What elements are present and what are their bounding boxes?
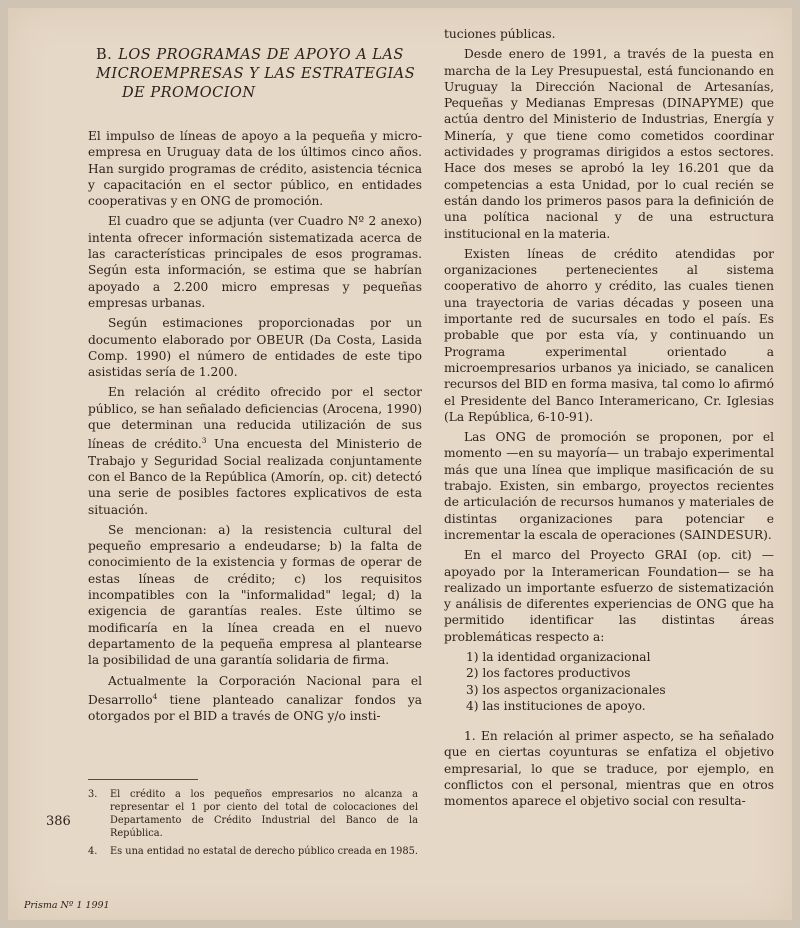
paragraph: El impulso de líneas de apoyo a la pequeña y micro-empresa en Uruguay data de los últimos cinco años. Han surgido programas de crédito, asistencia técnica y capacitación en el sector público, en entidades cooperativas y en ONG de promoción. [88,129,422,209]
paragraph-text: tiene planteado canalizar fondos ya otorgados por el BID a través de ONG y/o insti- [88,692,423,724]
paragraph: Las ONG de promoción se proponen, por el momento —en su mayoría— un trabajo experimental más que una línea que implique masificación de su trabajo. Existen, sin embargo, proyectos recientes de articulación de recursos humanos y materiales de distintas organizaciones para potenciar e incrementar la escala de operaciones (SAINDESUR). [444,430,774,542]
footnote [88,788,418,840]
paragraph [88,384,422,517]
paragraph: El cuadro que se adjunta (ver Cuadro Nº 2 anexo) intenta ofrecer información sistematizada acerca de las características principales de esos programas. Según esta información, se estima que se habrían apoyado a 2.200 micro empresas y pequeñas empresas urbanas. [88,214,422,310]
paragraph-text: Actualmente la Corporación Nacional para el Desarrollo [88,673,422,707]
list-item: 4) las instituciones de apoyo. [466,698,646,713]
footnote-text: El crédito a los pequeños empresarios no alcanza a representar el 1 por ciento del total de colocaciones del Departamento de Crédito Industrial del Banco de la República. [110,789,418,839]
paragraph [88,673,422,725]
footnotes [88,788,418,863]
page-number: 386 [46,814,71,829]
paragraph: En el marco del Proyecto GRAI (op. cit) —apoyado por la Interamerican Foundation— se ha realizado un importante esfuerzo de sistematización y análisis de diferentes experiencias de ONG que ha permitido identificar las distintas áreas problemáticas respecto a: [444,548,774,644]
list-item: 3) los aspectos organizacionales [466,682,666,697]
footnote-divider [88,779,198,780]
footnote-ref: 3 [201,436,207,446]
document-page [8,8,792,920]
footnote-number: 3. [88,789,98,800]
paragraph: Existen líneas de crédito atendidas por organizaciones pertenecientes al sistema cooperativo de ahorro y crédito, las cuales tienen una trayectoria de varias décadas y poseen una importante red de sucursales en todo el país. Es probable que por esta vía, y continuando un Programa experimental orientado a microempresarios urbanos ya iniciado, se canalicen recursos del BID en forma masiva, tal como lo afirmó el Presidente del Banco Interamericano, Cr. Iglesias (La República, 6-10-91). [444,246,774,424]
list-item: 1) la identidad organizacional [466,649,651,664]
heading-line-1: LOS PROGRAMAS DE APOYO A LAS MICROEMPRESAS Y LAS ESTRATEGIAS [96,47,416,82]
running-footer: Prisma Nº 1 1991 [24,900,110,911]
paragraph: tuciones públicas. [444,27,556,41]
footnote [88,845,418,858]
footnote-number: 4. [88,846,98,857]
right-column [444,26,774,814]
paragraph-text: Una encuesta del Ministerio de Trabajo y Seguridad Social realizada conjuntamente con el Banco de la República (Amorín, op. cit) detectó una serie de posibles factores explicativos de esta situación. [88,437,422,517]
footnote-ref: 4 [152,691,158,701]
section-heading [96,46,426,103]
problem-list [444,649,774,714]
paragraph: 1. En relación al primer aspecto, se ha señalado que en ciertas coyunturas se enfatiza el objetivo empresarial, lo que se traduce, por ejemplo, en conflictos con el personal, mientras que en otros momentos aparece el objetivo social con resulta- [444,729,774,809]
paragraph: Desde enero de 1991, a través de la puesta en marcha de la Ley Presupuestal, está funcionando en Uruguay la Dirección Nacional de Artesanías, Pequeñas y Medianas Empresas (DINAPYME) que actúa dentro del Ministerio de Industrias, Energía y Minería, y que tiene como cometidos coordinar actividades y programas dirigidos a estos sectores. Hace dos meses se aprobó la ley 16.201 que da competencias a esta Unidad, por lo cual recién se están dando los primeros pasos para la definición de una política nacional y de una estructura institucional en la materia. [444,47,774,241]
list-item: 2) los factores productivos [466,666,631,681]
heading-line-2: DE PROMOCION [122,85,256,101]
paragraph: Se mencionan: a) la resistencia cultural del pequeño empresario a endeudarse; b) la falta de conocimiento de la existencia y formas de operar de estas líneas de crédito; c) los requisitos incompatibles con la "informalidad" legal; d) la exigencia de garantías reales. Este último se modificaría en la línea creada en el nuevo departamento de la pequeña empresa al plantearse la posibilidad de una garantía solidaria de firma. [88,522,422,668]
paragraph: Según estimaciones proporcionadas por un documento elaborado por OBEUR (Da Costa, Lasida Comp. 1990) el número de entidades de este tipo asistidas sería de 1.200. [88,316,422,380]
section-number: B. [96,47,113,63]
left-column [88,128,422,729]
paragraph-text: En relación al crédito ofrecido por el sector público, se han señalado deficiencias (Arocena, 1990) que determinan una reducida utilización de sus líneas de crédito. [88,385,422,452]
footnote-text: Es una entidad no estatal de derecho público creada en 1985. [110,846,418,857]
